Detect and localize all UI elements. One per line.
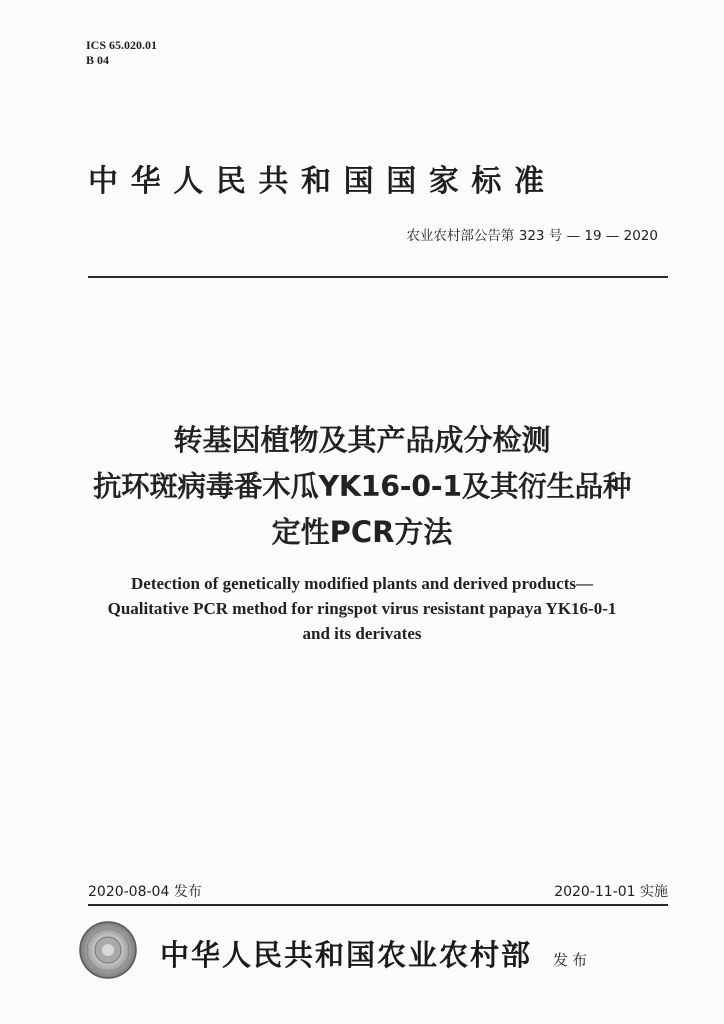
- standard-category: 中华人民共和国国家标准: [88, 164, 557, 199]
- standard-number: 农业农村部公告第 323 号 — 19 — 2020: [406, 228, 658, 244]
- title-zh-line-1: 转基因植物及其产品成分检测: [173, 423, 551, 457]
- ministry-seal-icon: [78, 920, 138, 980]
- issuing-authority: 中华人民共和国农业农村部: [160, 938, 533, 972]
- title-en-line-3: and its derivates: [302, 624, 422, 643]
- title-zh-line-2: 抗环斑病毒番木瓜YK16-0-1及其衍生品种: [92, 470, 632, 503]
- classification-codes: [86, 38, 157, 68]
- issuing-action: 发布: [553, 951, 592, 969]
- ics-code: ICS 65.020.01: [86, 38, 158, 52]
- title-en-line-2: Qualitative PCR method for ringspot virus resistant papaya YK16-0-1: [107, 599, 617, 618]
- top-divider: [88, 276, 668, 278]
- implementation-date: 2020-11-01 实施: [554, 884, 668, 900]
- ccs-code: B 04: [86, 53, 110, 67]
- title-en-line-1: Detection of genetically modified plants and derived products—: [131, 574, 593, 593]
- bottom-divider: [88, 904, 668, 906]
- issue-date: 2020-08-04 发布: [88, 884, 202, 900]
- title-zh-line-3: 定性PCR方法: [271, 515, 453, 549]
